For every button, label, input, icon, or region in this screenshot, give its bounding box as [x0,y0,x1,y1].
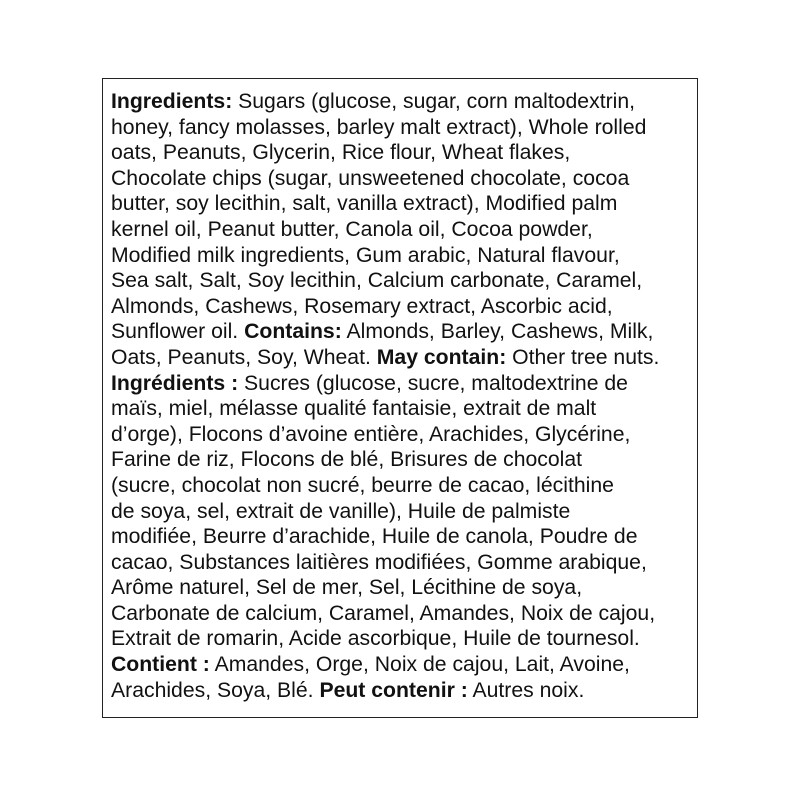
fr-line-12 [111,652,691,678]
en-contains-text: Almonds, Barley, Cashews, Milk, [341,320,654,344]
fr-ingredients-heading: Ingrédients : [111,371,239,395]
fr-contains-text: Amandes, Orge, Noix de cajou, Lait, Avoine, [209,653,630,677]
fr-may-contain-text: Autres noix. [467,678,585,702]
en-line-2: honey, fancy molasses, barley malt extract), Whole rolled [111,115,647,139]
fr-line-1 [111,371,691,397]
fr-line-9: Arôme naturel, Sel de mer, Sel, Lécithine de soya, [111,576,583,600]
en-may-contain-heading: May contain: [376,345,507,369]
fr-ingredients-text: Sucres (glucose, sucre, maltodextrine de [238,371,628,395]
en-line-11 [111,345,691,371]
en-contains-heading: Contains: [244,320,342,344]
fr-contains-text-cont: Arachides, Soya, Blé. [111,678,320,702]
fr-line-4: Farine de riz, Flocons de blé, Brisures de chocolat [111,448,583,472]
en-may-contain-text: Other tree nuts. [506,345,660,369]
en-ingredients-heading: Ingredients: [111,90,233,113]
en-contains-text-cont: Oats, Peanuts, Soy, Wheat. [111,345,377,369]
ingredients-label-panel [102,78,698,718]
fr-line-11: Extrait de romarin, Acide ascorbique, Huile de tournesol. [111,627,640,651]
en-line-9: Almonds, Cashews, Rosemary extract, Ascorbic acid, [111,294,613,318]
fr-may-contain-heading: Peut contenir : [319,678,468,702]
fr-line-2: maïs, miel, mélasse qualité fantaisie, extrait de malt [111,397,597,421]
en-line-5: butter, soy lecithin, salt, vanilla extract), Modified palm [111,192,618,216]
en-line-1 [111,89,691,115]
fr-line-13 [111,678,691,704]
en-ingredients-text-end: Sunflower oil. [111,320,245,344]
fr-line-7: modifiée, Beurre d’arachide, Huile de canola, Poudre de [111,525,638,549]
en-line-8: Sea salt, Salt, Soy lecithin, Calcium carbonate, Caramel, [111,269,643,293]
en-line-3: oats, Peanuts, Glycerin, Rice flour, Wheat flakes, [111,141,571,165]
en-line-10 [111,319,691,345]
en-line-4: Chocolate chips (sugar, unsweetened chocolate, cocoa [111,166,630,190]
fr-line-6: de soya, sel, extrait de vanille), Huile de palmiste [111,499,571,523]
fr-line-8: cacao, Substances laitières modifiées, Gomme arabique, [111,550,647,574]
en-ingredients-text: Sugars (glucose, sugar, corn maltodextrin, [232,90,636,113]
en-line-7: Modified milk ingredients, Gum arabic, Natural flavour, [111,243,620,267]
fr-contains-heading: Contient : [111,653,210,677]
fr-line-5: (sucre, chocolat non sucré, beurre de cacao, lécithine [111,473,614,497]
en-line-6: kernel oil, Peanut butter, Canola oil, Cocoa powder, [111,217,593,241]
fr-line-10: Carbonate de calcium, Caramel, Amandes, Noix de cajou, [111,601,656,625]
fr-line-3: d’orge), Flocons d’avoine entière, Arachides, Glycérine, [111,422,631,446]
